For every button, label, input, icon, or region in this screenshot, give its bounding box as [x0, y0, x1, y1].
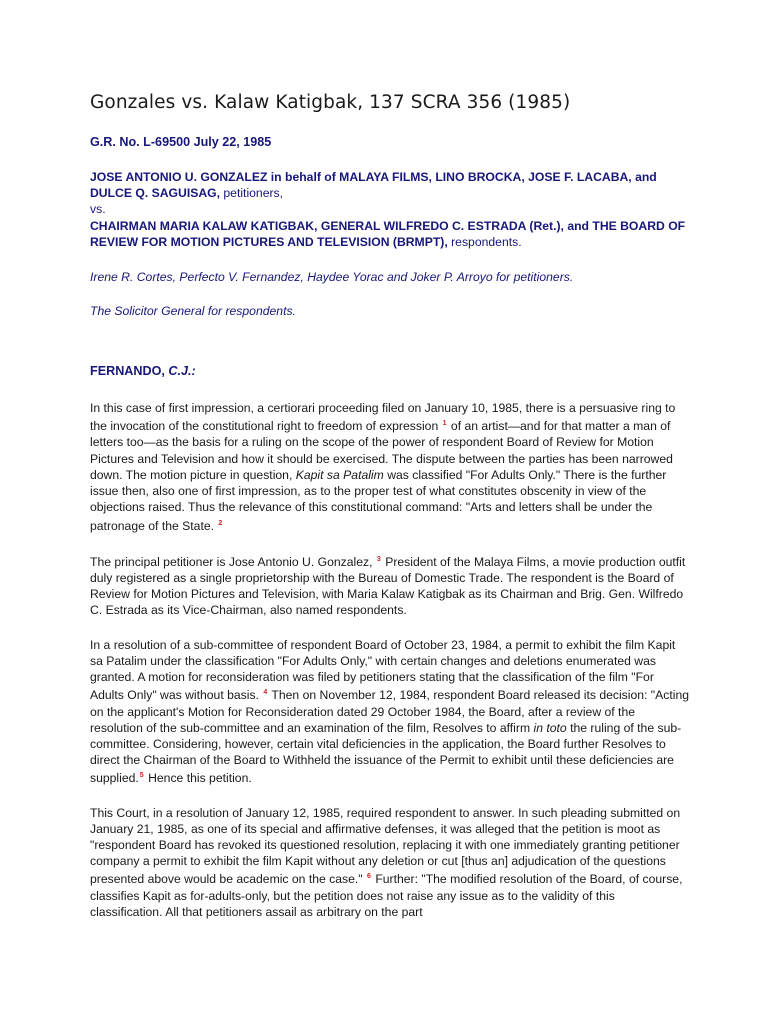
footnote-5-link[interactable]: 5 [139, 772, 144, 780]
paragraph-3-text-d: Hence this petition. [148, 771, 252, 786]
paragraph-1-text-a: In this case of first impression, a certiorari proceeding filed on January 10, 1985, there is a persuasive ring to the invocation of the constitutional right to freedom of expression [90, 401, 676, 434]
film-title: Kapit sa Patalim [295, 467, 384, 482]
document-page [90, 92, 690, 938]
paragraph-3-text-c: the ruling of the sub-committee. Considering, however, certain vital deficiencies in the application, the Board further Resolves to direct the Chairman of the Board to Withheld the issuance of the Permit to exhibit until these deficiencies are supplied. [90, 720, 682, 786]
ponente-heading [90, 364, 690, 378]
footnote-4-link[interactable]: 4 [263, 689, 268, 697]
paragraph-4-text-a: This Court, in a resolution of January 12, 1985, required respondent to answer. In such pleading submitted on January 21, 1985, as one of its special and affirmative defenses, it was alleged that the petition is moot as "respondent Board has revoked its questioned resolution, replacing it with one immediately granting petitioner company a permit to exhibit the film Kapit without any deletion or cut [thus an] adjudication of the questions presented above would be academic on the case." [90, 805, 681, 887]
paragraph-2-text-b: President of the Malaya Films, a movie production outfit duly registered as a single proprietorship with the Bureau of Domestic Trade. The respondent is the Board of Review for Motion Pictures and Television, with Maria Kalaw Katigbak as its Chairman and Brig. Gen. Wilfredo C. Estrada as its Vice-Chairman, also named respondents. [90, 554, 686, 618]
paragraph-4-text-b: Further: "The modified resolution of the Board, of course, classifies Kapit as for-adults-only, but the petition does not raise any issue as to the validity of this classification. All that petitioners assail as arbitrary on the part [90, 872, 683, 919]
paragraph-1 [90, 400, 690, 534]
versus-label: vs. [90, 202, 106, 217]
paragraph-1-text-c: was classified "For Adults Only." There is the further issue then, also one of first impression, as to the proper test of what constitutes obscenity in view of the objections raised. Thus the relevance of this constitutional command: "Arts and letters shall be under the patronage of the State. [90, 467, 667, 533]
paragraph-1-text-b: of an artist—and for that matter a man of letters too—as the basis for a ruling on the scope of the power of respondent Board of Review for Motion Pictures and Television and how it should be exercised. The dispute between the parties has been narrowed down. The motion picture in question, [90, 419, 673, 482]
footnote-6-link[interactable]: 6 [367, 873, 371, 881]
petitioners-role: petitioners, [223, 186, 284, 201]
counsel-petitioners: Irene R. Cortes, Perfecto V. Fernandez, Haydee Yorac and Joker P. Arroyo for petitioners. [90, 270, 574, 285]
paragraph-4 [90, 805, 690, 920]
footnote-2-link[interactable]: 2 [218, 519, 223, 527]
counsel-respondents: The Solicitor General for respondents. [90, 304, 296, 319]
case-title: Gonzales vs. Kalaw Katigbak, 137 SCRA 356 (1985) [90, 92, 571, 113]
paragraph-2 [90, 552, 690, 619]
paragraph-3 [90, 637, 690, 787]
footnote-1-link[interactable]: 1 [442, 420, 447, 428]
paragraph-3-text-a: In a resolution of a sub-committee of respondent Board of October 23, 1984, a permit to exhibit the film Kapit sa Patalim under the classification "For Adults Only," with certain changes and deletions enumerated was granted. A motion for reconsideration was filed by petitioners stating that the classification of the film "For Adults Only" was without basis. [90, 637, 676, 703]
paragraph-3-text-b: Then on November 12, 1984, respondent Board released its decision: "Acting on the applicant's Motion for Reconsideration dated 29 October 1984, the Board, after a review of the resolution of the sub-committee and an examination of the film, Resolves to affirm [90, 688, 690, 735]
respondents-role: respondents. [451, 234, 522, 249]
petitioners-names: JOSE ANTONIO U. GONZALEZ in behalf of MALAYA FILMS, LINO BROCKA, JOSE F. LACABA, and DULCE Q. SAGUISAG, [90, 170, 657, 201]
case-parties [90, 169, 690, 250]
footnote-3-link[interactable]: 3 [376, 555, 381, 563]
ponente-name: FERNANDO, [90, 364, 165, 379]
paragraph-2-text-a: The principal petitioner is Jose Antonio U. Gonzalez, [90, 554, 373, 569]
in-toto-phrase: in toto [533, 720, 567, 735]
ponente-title: C.J.: [168, 364, 196, 379]
gr-number-date: G.R. No. L-69500 July 22, 1985 [90, 135, 272, 149]
respondents-names: CHAIRMAN MARIA KALAW KATIGBAK, GENERAL WILFREDO C. ESTRADA (Ret.), and THE BOARD OF REVIEW FOR MOTION PICTURES AND TELEVISION (BRMPT), [90, 218, 686, 249]
